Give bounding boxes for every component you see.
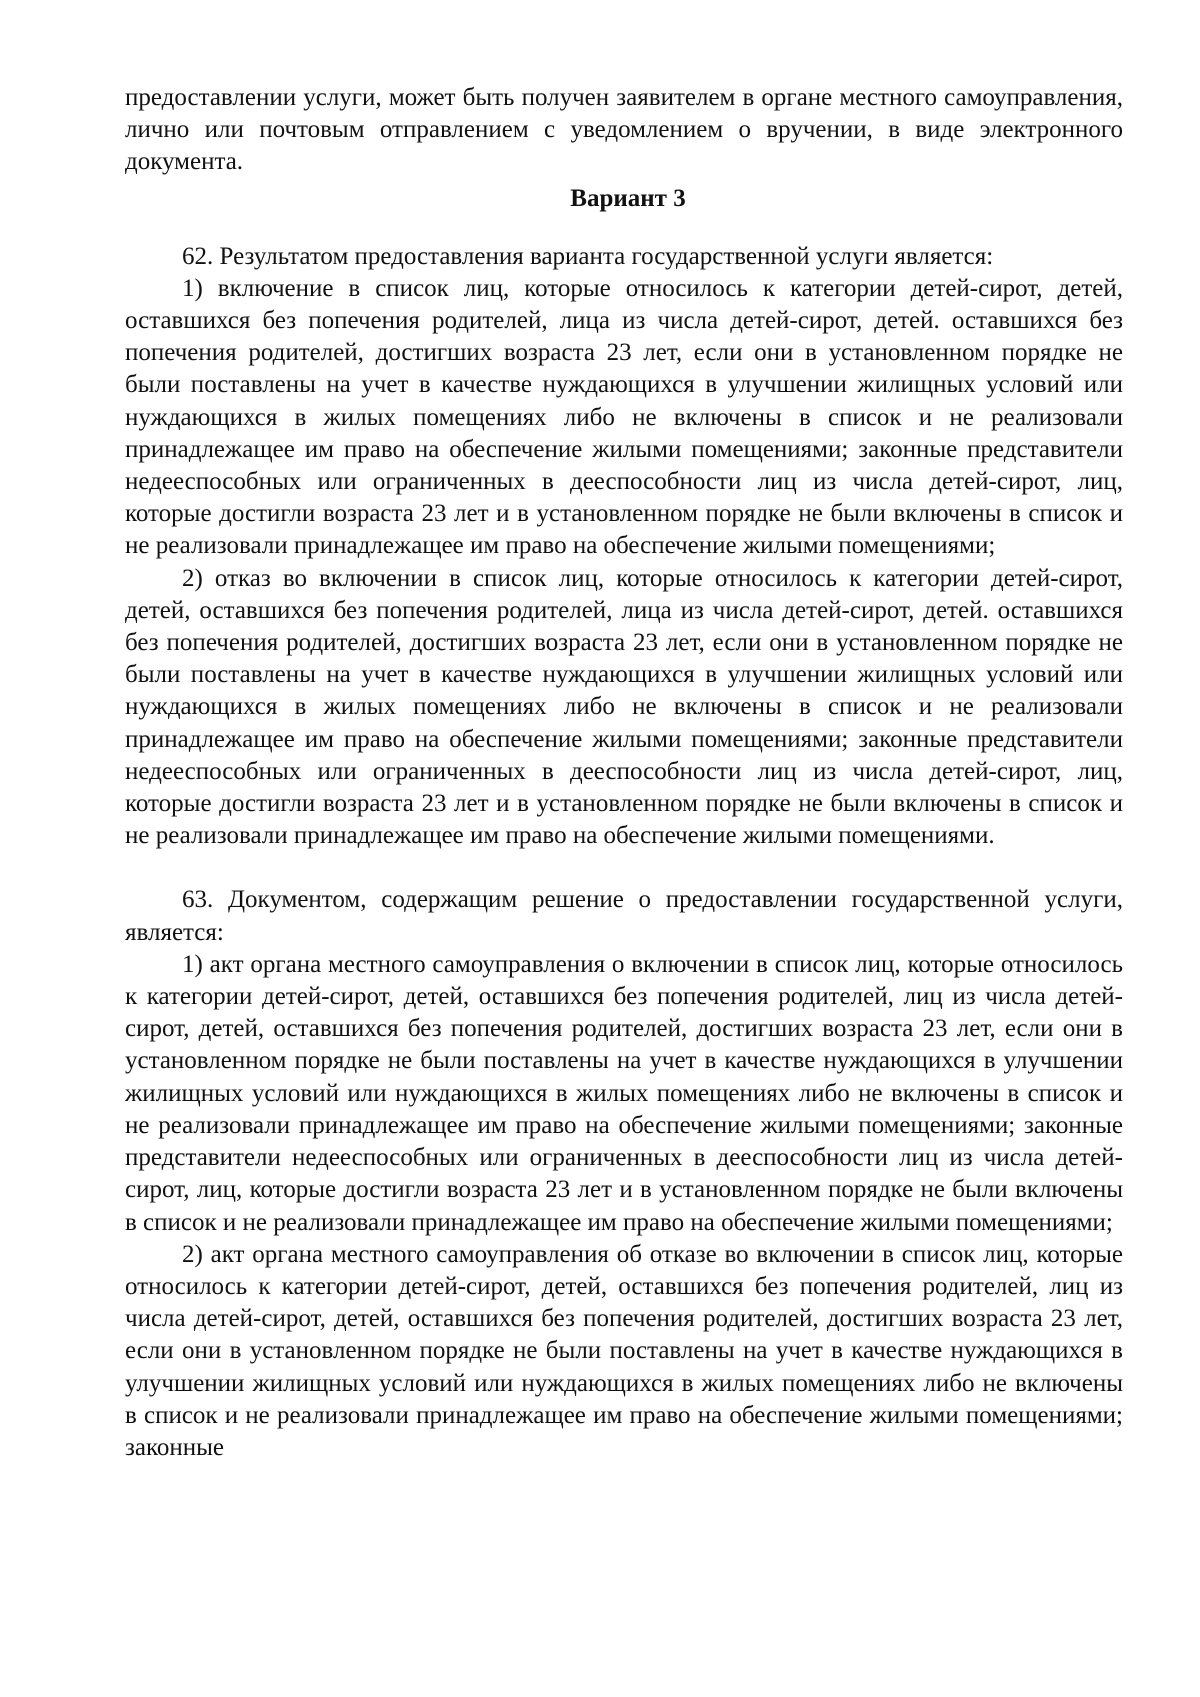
section-62-item-1: 1) включение в список лиц, которые относилось к категории детей-сирот, детей, оставшихся без попечения родителей, лица из числа детей-сирот, детей. оставшихся без попечения родителей, достигших возраста 23 лет, если они в установленном порядке не были поставлены на учет в качестве нуждающихся в улучшении жилищных условий или нуждающихся в жилых помещениях либо не включены в список и не реализовали принадлежащее им право на обеспечение жилыми помещениями; законные представители недееспособных или ограниченных в дееспособности лиц из числа детей-сирот, лиц, которые достигли возраста 23 лет и в установленном порядке не были включены в список и не реализовали принадлежащее им право на обеспечение жилыми помещениями;	[125, 274, 1123, 560]
section-62-item-2: 2) отказ во включении в список лиц, которые относилось к категории детей-сирот, детей, оставшихся без попечения родителей, лица из числа детей-сирот, детей. оставшихся без попечения родителей, достигших возраста 23 лет, если они в установленном порядке не были поставлены на учет в качестве нуждающихся в улучшении жилищных условий или нуждающихся в жилых помещениях либо не включены в список и не реализовали принадлежащее им право на обеспечение жилыми помещениями; законные представители недееспособных или ограниченных в дееспособности лиц из числа детей-сирот, лиц, которые достигли возраста 23 лет и в установленном порядке не были включены в список и не реализовали принадлежащее им право на обеспечение жилыми помещениями.	[125, 564, 1123, 850]
section-gap	[125, 852, 1123, 884]
section-63-item-2: 2) акт органа местного самоуправления об отказе во включении в список лиц, которые относилось к категории детей-сирот, детей, оставшихся без попечения родителей, лиц из числа детей-сирот, детей, оставшихся без попечения родителей, достигших возраста 23 лет, если они в установленном порядке не были поставлены на учет в качестве нуждающихся в улучшении жилищных условий или нуждающихся в жилых помещениях либо не включены в список и не реализовали принадлежащее им право на обеспечение жилыми помещениями; законные	[125, 1240, 1123, 1461]
section-62	[125, 241, 1123, 853]
section-63-item-1: 1) акт органа местного самоуправления о включении в список лиц, которые относилось к категории детей-сирот, детей, оставшихся без попечения родителей, лиц из числа детей-сирот, детей, оставшихся без попечения родителей, достигших возраста 23 лет, если они в установленном порядке не были поставлены на учет в качестве нуждающихся в улучшении жилищных условий или нуждающихся в жилых помещениях либо не включены в список и не реализовали принадлежащее им право на обеспечение жилыми помещениями; законные представители недееспособных или ограниченных в дееспособности лиц из числа детей-сирот, лиц, которые достигли возраста 23 лет и в установленном порядке не были включены в список и не реализовали принадлежащее им право на обеспечение жилыми помещениями;	[125, 950, 1123, 1236]
section-63-lead: 63. Документом, содержащим решение о предоставлении государственной услуги, является:	[125, 886, 1123, 946]
section-63	[125, 884, 1123, 1464]
variant-heading: Вариант 3	[570, 184, 686, 212]
intro-continuation-paragraph: предоставлении услуги, может быть получен заявителем в органе местного самоуправления, лично или почтовым отправлением с уведомлением о вручении, в виде электронного документа.	[125, 84, 1123, 176]
document-page	[125, 82, 1123, 1464]
section-62-lead: 62. Результатом предоставления варианта государственной услуги является:	[182, 242, 994, 270]
